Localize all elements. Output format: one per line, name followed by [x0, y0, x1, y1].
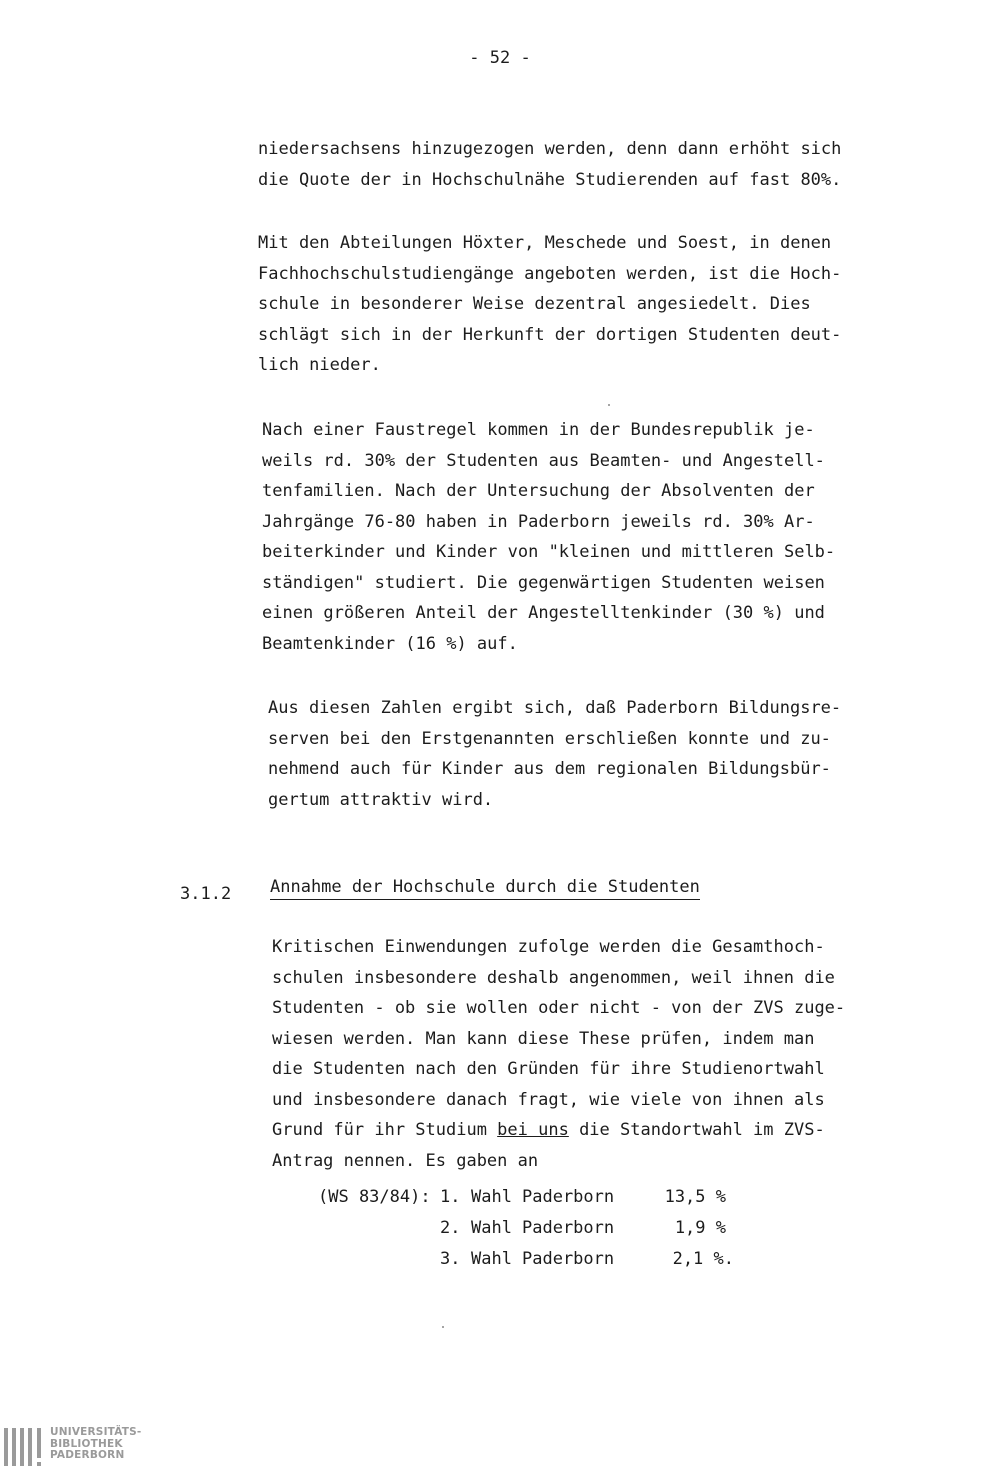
- text-line: beiterkinder und Kinder von "kleinen und mittleren Selb-: [262, 542, 836, 562]
- percent-cell: 2,1 %.: [672, 1249, 734, 1269]
- text-line: gertum attraktiv wird.: [268, 789, 494, 810]
- semester-label: (WS 83/84):: [318, 1187, 431, 1207]
- text-line: wiesen werden. Man kann diese These prüfen, indem man: [272, 1028, 815, 1049]
- text-line: Beamtenkinder (16 %) auf.: [262, 633, 518, 654]
- text-line: niedersachsens hinzugezogen werden, denn dann erhöht sich: [258, 139, 842, 159]
- percent-cell: 13,5 %: [664, 1187, 726, 1207]
- page-number: - 52 -: [469, 48, 531, 68]
- text-line: nehmend auch für Kinder aus dem regionalen Bildungsbür-: [268, 759, 831, 779]
- text-line: schule in besonderer Weise dezentral angesiedelt. Dies: [258, 294, 811, 314]
- scan-speck: [442, 1326, 444, 1328]
- choice-word-cell: Wahl: [471, 1249, 512, 1269]
- text-line: Jahrgänge 76-80 haben in Paderborn jeweils rd. 30% Ar-: [262, 511, 815, 532]
- text-line: einen größeren Anteil der Angestelltenkinder (30 %) und: [262, 603, 825, 623]
- text-line: die Quote der in Hochschulnähe Studierenden auf fast 80%.: [258, 169, 842, 190]
- text-fragment: die Standortwahl im ZVS-: [568, 1120, 825, 1140]
- percent-cell: 1,9 %: [674, 1218, 726, 1238]
- text-line: Kritischen Einwendungen zufolge werden die Gesamthoch-: [272, 937, 825, 957]
- choice-word-cell: Wahl: [471, 1187, 512, 1207]
- paragraph-2: [258, 228, 858, 381]
- rank-cell: 1.: [440, 1187, 461, 1207]
- library-logo-line: BIBLIOTHEK: [50, 1437, 123, 1450]
- text-line: Studenten - ob sie wollen oder nicht - von der ZVS zuge-: [272, 998, 846, 1018]
- library-logo: [0, 1424, 160, 1475]
- underlined-phrase: bei uns: [497, 1120, 569, 1140]
- text-line: lich nieder.: [258, 355, 381, 375]
- text-line: Mit den Abteilungen Höxter, Meschede und Soest, in denen: [258, 233, 832, 253]
- text-line: Aus diesen Zahlen ergibt sich, daß Paderborn Bildungsre-: [268, 698, 842, 718]
- section-title: Annahme der Hochschule durch die Studenten: [270, 877, 700, 900]
- paragraph-4: [268, 693, 868, 815]
- scan-speck: [608, 404, 610, 406]
- text-line: ständigen" studiert. Die gegenwärtigen Studenten weisen: [262, 572, 825, 593]
- library-logo-line: UNIVERSITÄTS-: [50, 1426, 142, 1438]
- text-line: Antrag nennen. Es gaben an: [272, 1150, 539, 1171]
- paragraph-1: [258, 134, 858, 195]
- place-cell: Paderborn: [522, 1249, 615, 1269]
- place-cell: Paderborn: [522, 1218, 615, 1238]
- text-line: schlägt sich in der Herkunft der dortigen Studenten deut-: [258, 324, 842, 345]
- library-logo-line: PADERBORN: [50, 1449, 125, 1461]
- rank-cell: 3.: [440, 1249, 461, 1269]
- text-line: serven bei den Erstgenannten erschließen konnte und zu-: [268, 728, 831, 749]
- library-logo-bars-icon: [4, 1428, 44, 1470]
- paragraph-5: [272, 932, 872, 1176]
- place-cell: Paderborn: [522, 1187, 615, 1207]
- choice-word-cell: Wahl: [471, 1218, 512, 1238]
- text-line: schulen insbesondere deshalb angenommen, weil ihnen die: [272, 967, 835, 988]
- rank-cell: 2.: [440, 1218, 461, 1238]
- text-line: [272, 1115, 872, 1146]
- text-fragment: Grund für ihr Studium: [272, 1120, 498, 1140]
- text-line: weils rd. 30% der Studenten aus Beamten- und Angestell-: [262, 450, 825, 471]
- text-line: Nach einer Faustregel kommen in der Bundesrepublik je-: [262, 420, 815, 440]
- text-line: tenfamilien. Nach der Untersuchung der Absolventen der: [262, 481, 815, 501]
- text-line: Fachhochschulstudiengänge angeboten werden, ist die Hoch-: [258, 263, 842, 284]
- text-line: die Studenten nach den Gründen für ihre Studienortwahl: [272, 1059, 825, 1079]
- text-line: und insbesondere danach fragt, wie viele von ihnen als: [272, 1089, 825, 1110]
- paragraph-3: [262, 415, 862, 659]
- section-number: 3.1.2: [180, 884, 232, 904]
- library-logo-text: [50, 1427, 141, 1462]
